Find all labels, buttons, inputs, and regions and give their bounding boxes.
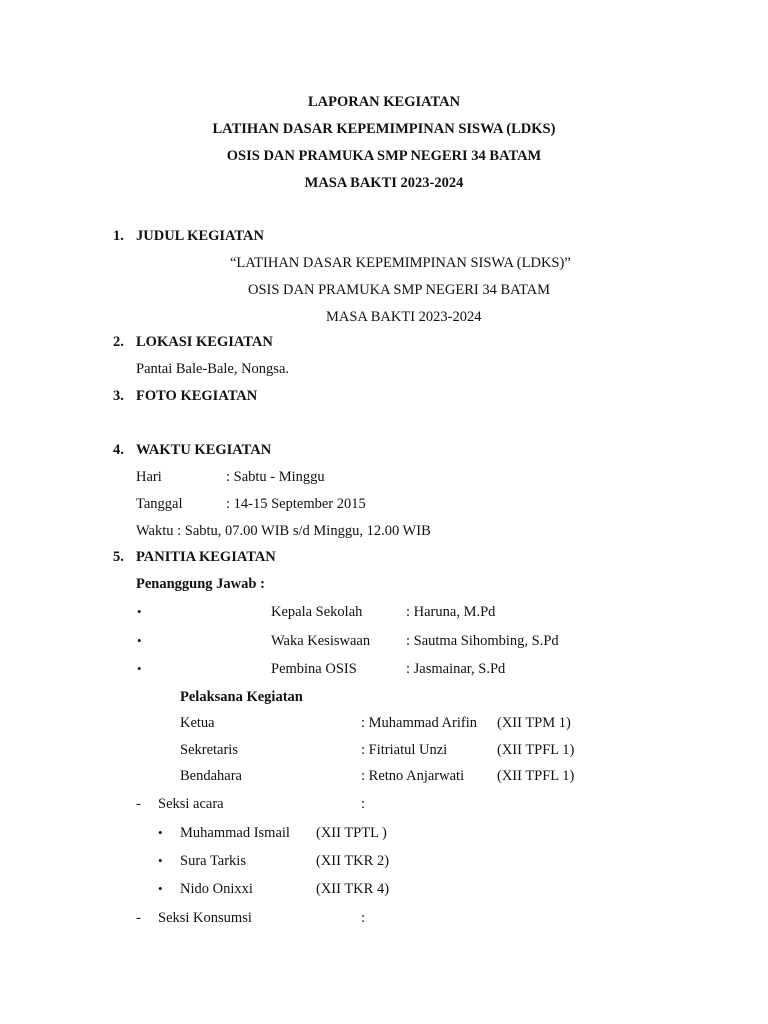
acara-member-name: Sura Tarkis <box>180 853 246 869</box>
penanggung-jawab-heading: Penanggung Jawab : <box>136 576 265 592</box>
acara-member-class: (XII TKR 4) <box>316 881 390 897</box>
acara-member-name: Nido Onixxi <box>180 881 253 897</box>
pj-name: : Haruna, M.Pd <box>406 604 496 620</box>
header-title-line1: LAPORAN KEGIATAN <box>307 94 461 110</box>
event-title-line2: OSIS DAN PRAMUKA SMP NEGERI 34 BATAM <box>248 282 551 298</box>
seksi-konsumsi-label: Seksi Konsumsi <box>158 910 252 926</box>
bullet-icon: • <box>158 881 163 896</box>
hari-label: Hari <box>136 469 162 485</box>
pj-name: : Jasmainar, S.Pd <box>406 661 506 677</box>
section-2-title: LOKASI KEGIATAN <box>136 334 273 350</box>
bullet-icon: • <box>158 825 163 840</box>
section-1-number: 1. <box>113 228 124 244</box>
header-title-line4: MASA BAKTI 2023-2024 <box>304 175 464 191</box>
section-3-number: 3. <box>113 388 124 404</box>
pelaksana-kegiatan-heading: Pelaksana Kegiatan <box>180 689 303 705</box>
seksi-acara-colon: : <box>361 796 366 812</box>
acara-member-name: Muhammad Ismail <box>180 825 290 841</box>
event-title-line3: MASA BAKTI 2023-2024 <box>326 309 482 325</box>
acara-member-class: (XII TPTL ) <box>316 825 387 841</box>
pj-name: : Sautma Sihombing, S.Pd <box>406 633 559 649</box>
header-title-line3: OSIS DAN PRAMUKA SMP NEGERI 34 BATAM <box>226 148 542 164</box>
pk-name: : Retno Anjarwati <box>361 768 465 784</box>
pk-role: Bendahara <box>180 768 242 784</box>
dash-marker: - <box>136 910 141 926</box>
seksi-konsumsi-colon: : <box>361 910 366 926</box>
pk-class: (XII TPM 1) <box>497 715 571 731</box>
section-3-title: FOTO KEGIATAN <box>136 388 258 404</box>
header-title-line2: LATIHAN DASAR KEPEMIMPINAN SISWA (LDKS) <box>212 121 556 137</box>
bullet-icon: • <box>158 853 163 868</box>
bullet-icon: • <box>137 604 142 619</box>
bullet-icon: • <box>137 661 142 676</box>
pk-class: (XII TPFL 1) <box>497 742 575 758</box>
seksi-acara-label: Seksi acara <box>158 796 224 812</box>
pk-role: Ketua <box>180 715 215 731</box>
pj-role: Waka Kesiswaan <box>271 633 371 649</box>
bullet-icon: • <box>137 633 142 648</box>
tanggal-label: Tanggal <box>136 496 183 512</box>
waktu-line: Waktu : Sabtu, 07.00 WIB s/d Minggu, 12.00 WIB <box>136 523 431 539</box>
location-text: Pantai Bale-Bale, Nongsa. <box>136 361 290 377</box>
event-title-line1: “LATIHAN DASAR KEPEMIMPINAN SISWA (LDKS)” <box>230 255 571 271</box>
section-5-title: PANITIA KEGIATAN <box>136 549 276 565</box>
section-1-title: JUDUL KEGIATAN <box>136 228 264 244</box>
acara-member-class: (XII TKR 2) <box>316 853 390 869</box>
section-4-title: WAKTU KEGIATAN <box>136 442 272 458</box>
section-2-number: 2. <box>113 334 124 350</box>
pk-class: (XII TPFL 1) <box>497 768 575 784</box>
pk-name: : Muhammad Arifin <box>361 715 477 731</box>
pj-role: Kepala Sekolah <box>271 604 363 620</box>
section-5-number: 5. <box>113 549 124 565</box>
dash-marker: - <box>136 796 141 812</box>
tanggal-value: : 14-15 September 2015 <box>226 496 366 512</box>
hari-value: : Sabtu - Minggu <box>226 469 325 485</box>
pk-role: Sekretaris <box>180 742 238 758</box>
section-4-number: 4. <box>113 442 124 458</box>
pk-name: : Fitriatul Unzi <box>361 742 448 758</box>
pj-role: Pembina OSIS <box>271 661 357 677</box>
